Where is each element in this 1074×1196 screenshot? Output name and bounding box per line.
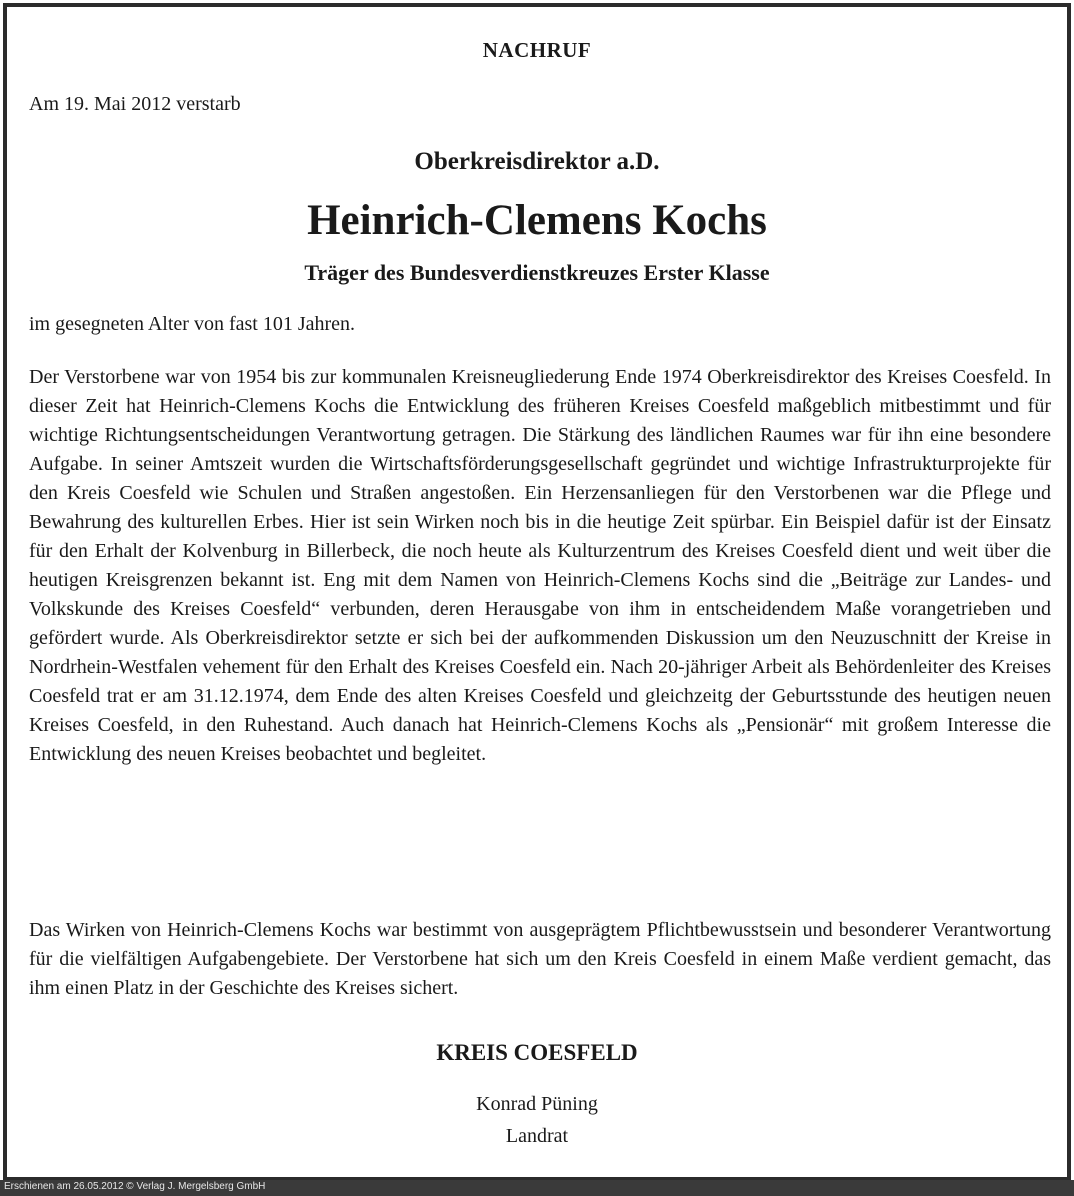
publication-credit: Erschienen am 26.05.2012 © Verlag J. Mergelsberg GmbH	[4, 1181, 266, 1192]
biography-paragraph: Der Verstorbene war von 1954 bis zur kommunalen Kreisneugliederung Ende 1974 Oberkreisdirektor des Kreises Coesfeld. In dieser Zeit hat Heinrich-Clemens Kochs die Entwicklung des früheren Kreises Coesfeld maßgeblich mitbestimmt und für wichtige Richtungsentscheidungen Verantwortung getragen. Die Stärkung des ländlichen Raumes war für ihn eine besondere Aufgabe. In seiner Amtszeit wurden die Wirtschaftsförderungsgesellschaft gegründet und wichtige Infrastrukturprojekte für den Kreis Coesfeld wie Schulen und Straßen angestoßen. Ein Herzensanliegen für den Verstorbenen war die Pflege und Bewahrung des kulturellen Erbes. Hier ist sein Wirken noch bis in die heutige Zeit spürbar. Ein Beispiel dafür ist der Einsatz für den Erhalt der Kolvenburg in Billerbeck, die noch heute als Kulturzentrum des Kreises Coesfeld dient und weit über die heutigen Kreisgrenzen bekannt ist. Eng mit dem Namen von Heinrich-Clemens Kochs sind die „Beiträge zur Landes- und Volkskunde des Kreises Coesfeld“ verbunden, deren Herausgabe von ihm in entscheidendem Maße vorangetrieben und gefördert wurde. Als Oberkreisdirektor setzte er sich bei der aufkommenden Diskussion um den Neuzuschnitt der Kreise in Nordrhein-Westfalen vehement für den Erhalt des Kreises Coesfeld ein. Nach 20-jähriger Arbeit als Behördenleiter des Kreises Coesfeld trat er am 31.12.1974, dem Ende des alten Kreises Coesfeld und gleichzeitg der Geburtsstunde des heutigen neuen Kreises Coesfeld, in den Ruhestand. Auch danach hat Heinrich-Clemens Kochs als „Pensionär“ mit großem Interesse die Entwicklung des neuen Kreises beobachtet und begleitet.	[29, 366, 1051, 765]
notice-heading: NACHRUF	[482, 38, 592, 62]
deceased-rank: Oberkreisdirektor a.D.	[414, 148, 660, 175]
deceased-honor: Träger des Bundesverdienstkreuzes Erster Klasse	[304, 260, 770, 285]
organization-name: KREIS COESFELD	[436, 1040, 638, 1065]
publication-footer	[0, 1180, 1074, 1196]
deceased-name: Heinrich-Clemens Kochs	[307, 197, 767, 244]
signer-name: Konrad Püning	[476, 1093, 598, 1115]
age-line: im gesegneten Alter von fast 101 Jahren.	[29, 313, 356, 335]
obituary-frame	[3, 3, 1071, 1181]
intro-line: Am 19. Mai 2012 verstarb	[29, 93, 241, 115]
signer-title: Landrat	[505, 1125, 569, 1147]
tribute-paragraph: Das Wirken von Heinrich-Clemens Kochs war bestimmt von ausgeprägtem Pflichtbewusstsein und besonderer Verantwortung für die vielfältigen Aufgabengebiete. Der Verstorbene hat sich um den Kreis Coesfeld in einem Maße verdient gemacht, das ihm einen Platz in der Geschichte des Kreises sichert.	[29, 919, 1051, 999]
